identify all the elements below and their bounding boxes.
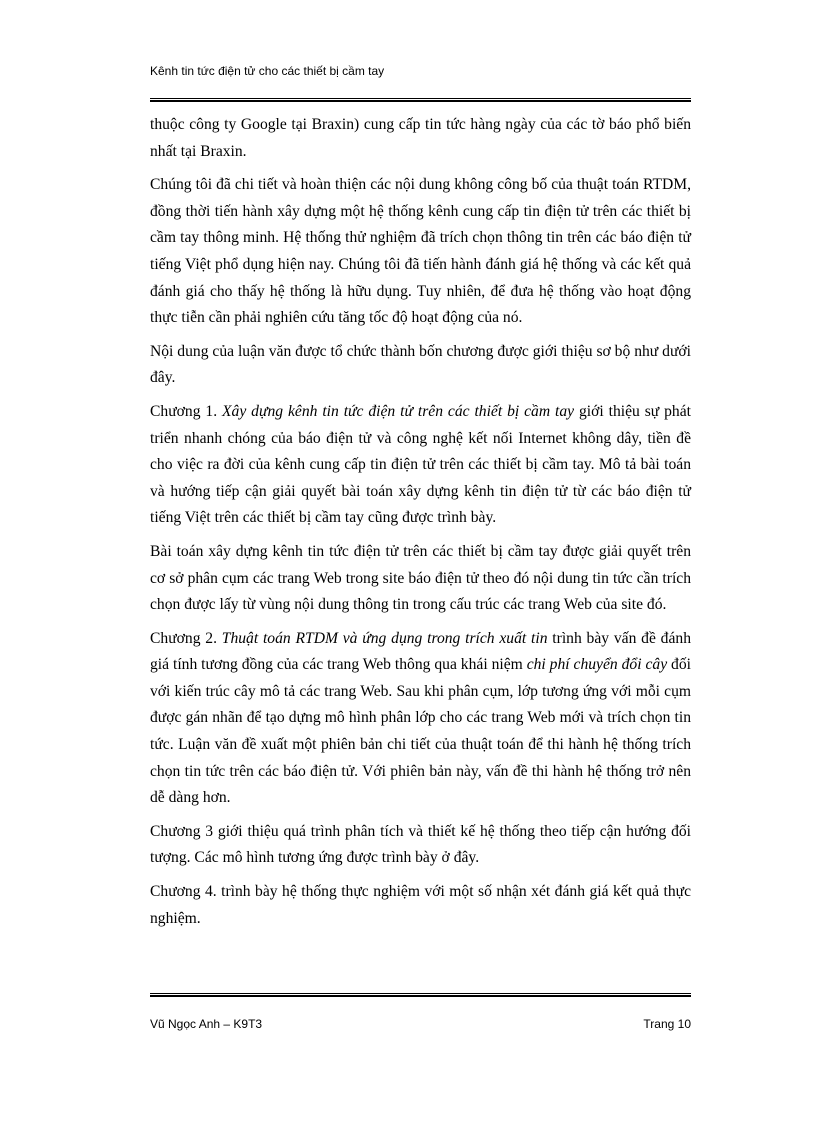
paragraph-chapter-4: Chương 4. trình bày hệ thống thực nghiệm với một số nhận xét đánh giá kết quả thực nghiệm.	[150, 883, 691, 927]
chapter-description-continued: đối với kiến trúc cây mô tả các trang Web. Sau khi phân cụm, lớp tương ứng với mỗi cụm được gán nhãn để tạo dựng mô hình phân lớp cho các trang Web mới và trích chọn tin tức. Luận văn đề xuất một phiên bản chi tiết của thuật toán để thi hành hệ thống trích chọn tin tức trên các báo điện tử. Với phiên bản này, vấn đề thi hành hệ thống trở nên dễ dàng hơn.	[150, 656, 691, 807]
chapter-label: Chương 2.	[150, 629, 222, 647]
chapter-title: Thuật toán RTDM và ứng dụng trong trích xuất tin	[221, 629, 548, 647]
chapter-label: Chương 1.	[150, 402, 223, 420]
paragraph: Chúng tôi đã chi tiết và hoàn thiện các nội dung không công bố của thuật toán RTDM, đồng thời tiến hành xây dựng một hệ thống kênh cung cấp tin điện tử trên các thiết bị cầm tay thông minh. Hệ thống thử nghiệm đã trích chọn thông tin trên các báo điện tử tiếng Việt phổ dụng hiện nay. Chúng tôi đã tiến hành đánh giá hệ thống và các kết quả đánh giá cho thấy hệ thống là hữu dụng. Tuy nhiên, để đưa hệ thống vào hoạt động thực tiễn cần phải nghiên cứu tăng tốc độ hoạt động của nó.	[150, 176, 691, 327]
paragraph: Bài toán xây dựng kênh tin tức điện tử trên các thiết bị cầm tay được giải quyết trên cơ sở phân cụm các trang Web trong site báo điện tử theo đó nội dung tin tức cần trích chọn được lấy từ vùng nội dung thông tin trong cấu trúc các trang Web của site đó.	[150, 542, 691, 614]
paragraph-chapter-3: Chương 3 giới thiệu quá trình phân tích và thiết kế hệ thống theo tiếp cận hướng đối tượng. Các mô hình tương ứng được trình bày ở đây.	[150, 822, 691, 867]
chapter-title: Xây dựng kênh tin tức điện tử trên các thiết bị cầm tay	[222, 402, 575, 420]
header-divider	[150, 98, 691, 102]
paragraph: thuộc công ty Google tại Braxin) cung cấp tin tức hàng ngày của các tờ báo phổ biến nhất tại Braxin.	[150, 116, 691, 160]
chapter-description: trình bày vấn đề đánh giá tính tương đồng của các trang Web thông qua khái niệm	[150, 629, 691, 674]
term-italic: chi phí chuyển đổi cây	[526, 656, 668, 674]
paragraph-chapter-2	[150, 626, 691, 812]
page-number: Trang 10	[643, 1017, 691, 1031]
chapter-description: giới thiệu sự phát triển nhanh chóng của báo điện tử và công nghệ kết nối Internet không dây, tiền đề cho việc ra đời của kênh cung cấp tin điện tử trên các thiết bị cầm tay. Mô tả bài toán và hướng tiếp cận giải quyết bài toán xây dựng kênh tin điện tử từ các báo điện tử tiếng Việt trên các thiết bị cầm tay cũng được trình bày.	[150, 402, 691, 527]
paragraph-chapter-1	[150, 399, 691, 532]
page-footer	[150, 1017, 691, 1031]
footer-divider	[150, 993, 691, 997]
footer-author: Vũ Ngọc Anh – K9T3	[150, 1017, 263, 1031]
document-body	[150, 112, 691, 939]
page-header: Kênh tin tức điện tử cho các thiết bị cầm tay	[150, 64, 385, 78]
paragraph: Nội dung của luận văn được tổ chức thành bốn chương được giới thiệu sơ bộ như dưới đây.	[150, 342, 691, 387]
